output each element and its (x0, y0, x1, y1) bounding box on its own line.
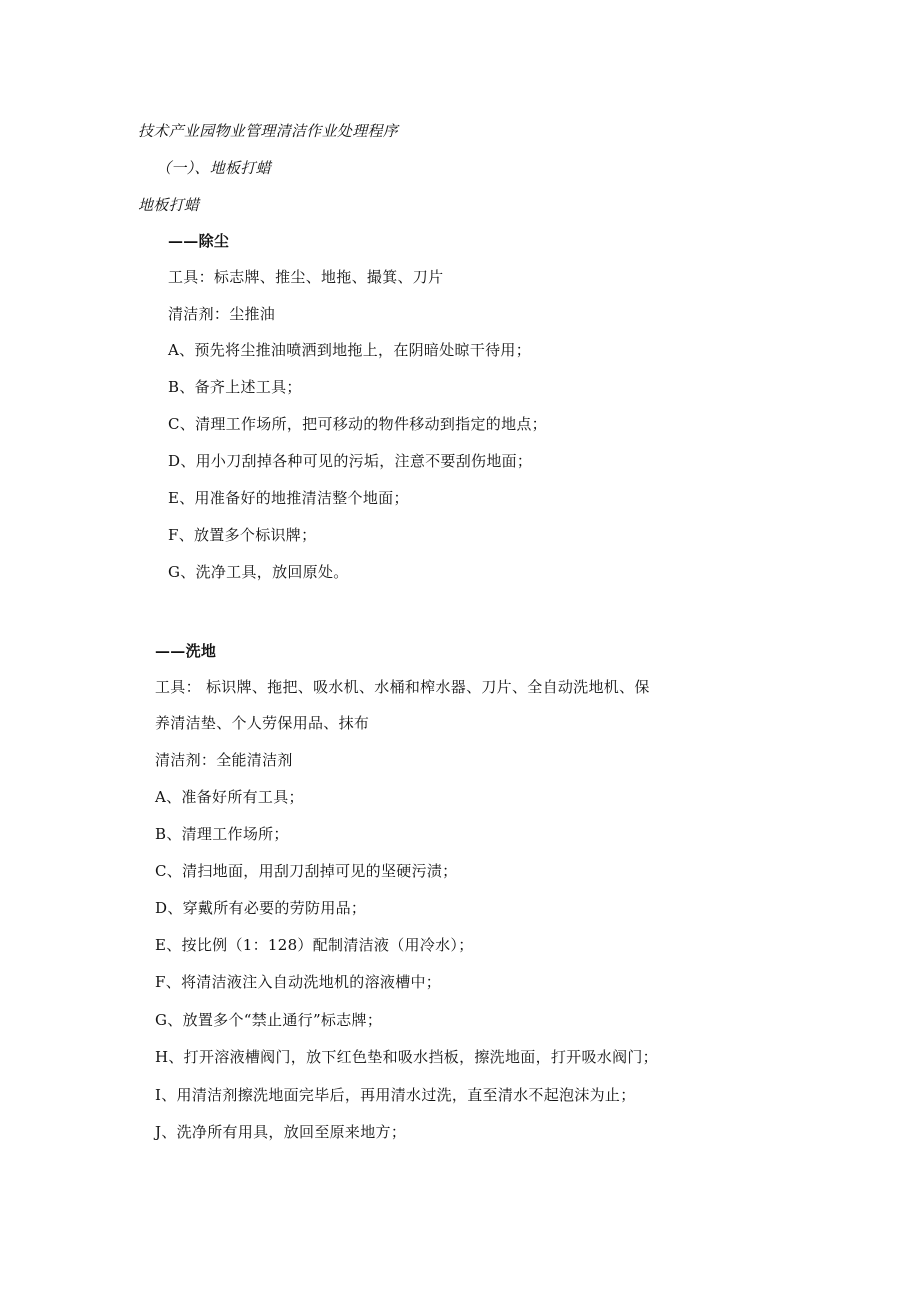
wash-step-b: B、清理工作场所； (155, 825, 289, 843)
dust-step-a: A、预先将尘推油喷洒到地拖上，在阴暗处晾干待用； (168, 341, 532, 359)
dust-step-b: B、备齐上述工具； (168, 378, 302, 396)
wash-step-c: C、清扫地面，用刮刀刮掉可见的坚硬污渍； (155, 862, 458, 880)
dust-heading: ——除尘 (168, 232, 230, 250)
dust-step-g: G、洗净工具，放回原处。 (168, 563, 349, 581)
wash-step-i: I、用清洁剂擦洗地面完毕后，再用清水过洗，直至清水不起泡沫为止； (155, 1086, 636, 1104)
wash-step-g: G、放置多个“禁止通行”标志牌； (155, 1011, 383, 1029)
wash-heading: ——洗地 (155, 642, 217, 660)
subsection-heading: 地板打蜡 (138, 196, 200, 214)
wash-step-d: D、穿戴所有必要的劳防用品； (155, 899, 367, 917)
dust-step-e: E、用准备好的地推清洁整个地面； (168, 489, 409, 507)
wash-step-e: E、按比例（1：128）配制清洁液（用冷水）； (155, 936, 474, 954)
wash-step-h: H、打开溶液槽阀门，放下红色垫和吸水挡板，擦洗地面，打开吸水阀门； (155, 1048, 658, 1066)
dust-step-c: C、清理工作场所，把可移动的物件移动到指定的地点； (168, 415, 547, 433)
wash-step-f: F、将清洁液注入自动洗地机的溶液槽中； (155, 973, 442, 991)
dust-step-f: F、放置多个标识牌； (168, 526, 317, 544)
wash-agent: 清洁剂：全能清洁剂 (155, 751, 293, 769)
dust-tools: 工具：标志牌、推尘、地拖、撮箕、刀片 (168, 268, 444, 286)
wash-tools-line1: 工具： 标识牌、拖把、吸水机、水桶和榨水器、刀片、全自动洗地机、保 (155, 678, 650, 696)
dust-agent: 清洁剂：尘推油 (168, 305, 276, 323)
document-title: 技术产业园物业管理清洁作业处理程序 (138, 122, 399, 140)
wash-tools-line2: 养清洁垫、个人劳保用品、抹布 (155, 714, 370, 732)
dust-step-d: D、用小刀刮掉各种可见的污垢，注意不要刮伤地面； (168, 452, 533, 470)
wash-step-j: J、洗净所有用具，放回至原来地方； (155, 1123, 407, 1141)
wash-step-a: A、准备好所有工具； (155, 788, 304, 806)
section-heading: （一）、地板打蜡 (156, 159, 271, 177)
